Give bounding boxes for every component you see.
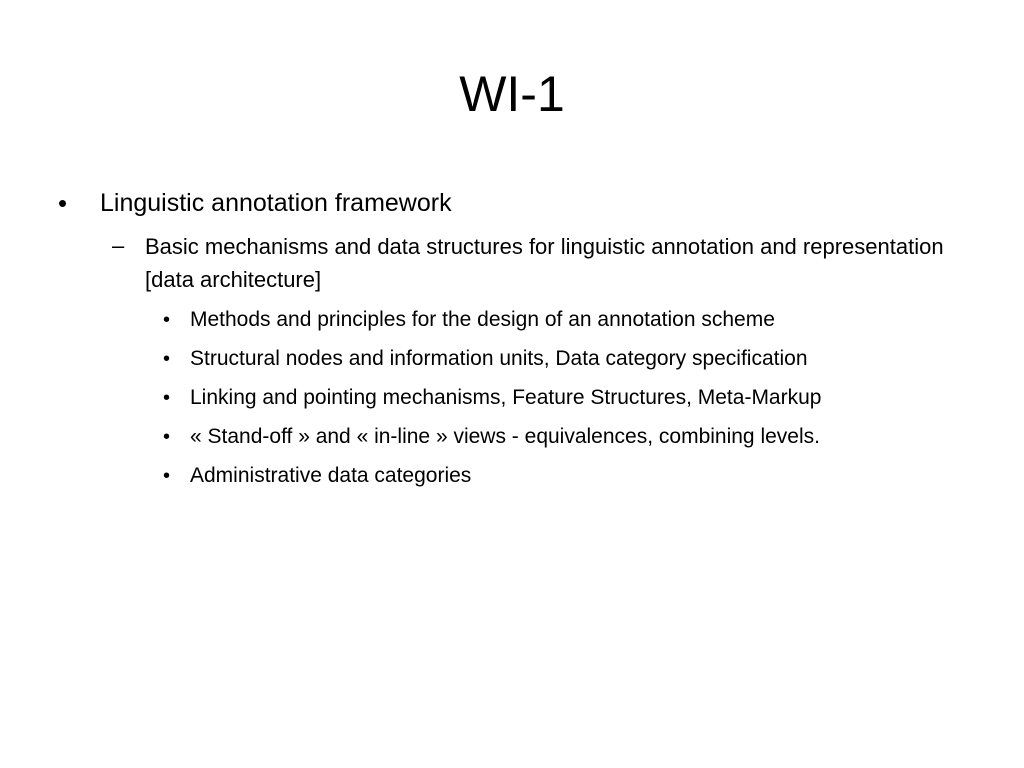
bullet-text: Linking and pointing mechanisms, Feature Structures, Meta-Markup — [190, 386, 822, 409]
bullet-text: Structural nodes and information units, Data category specification — [190, 347, 808, 370]
bullet-marker: • — [58, 188, 68, 218]
bullet-level2 — [0, 230, 1024, 298]
bullet-text: « Stand-off » and « in-line » views - equivalences, combining levels. — [190, 425, 820, 448]
bullet-level3 — [0, 460, 1024, 492]
bullet-level3 — [0, 421, 1024, 453]
bullet-marker: • — [163, 426, 171, 448]
bullet-marker: • — [163, 465, 171, 487]
bullet-level3 — [0, 382, 1024, 414]
bullet-level3 — [0, 304, 1024, 336]
bullet-marker: • — [163, 348, 171, 370]
bullet-text: Linguistic annotation framework — [100, 189, 452, 217]
bullet-text: Methods and principles for the design of an annotation scheme — [190, 308, 775, 331]
bullet-marker: • — [163, 387, 171, 409]
bullet-text: Administrative data categories — [190, 464, 472, 487]
slide-title: WI-1 — [459, 66, 565, 122]
bullet-text: Basic mechanisms and data structures for linguistic annotation and representation [data architecture] — [145, 234, 944, 292]
bullet-level3 — [0, 343, 1024, 375]
dash-marker: – — [112, 233, 125, 258]
bullet-level1 — [0, 187, 1024, 221]
bullet-marker: • — [163, 309, 171, 331]
